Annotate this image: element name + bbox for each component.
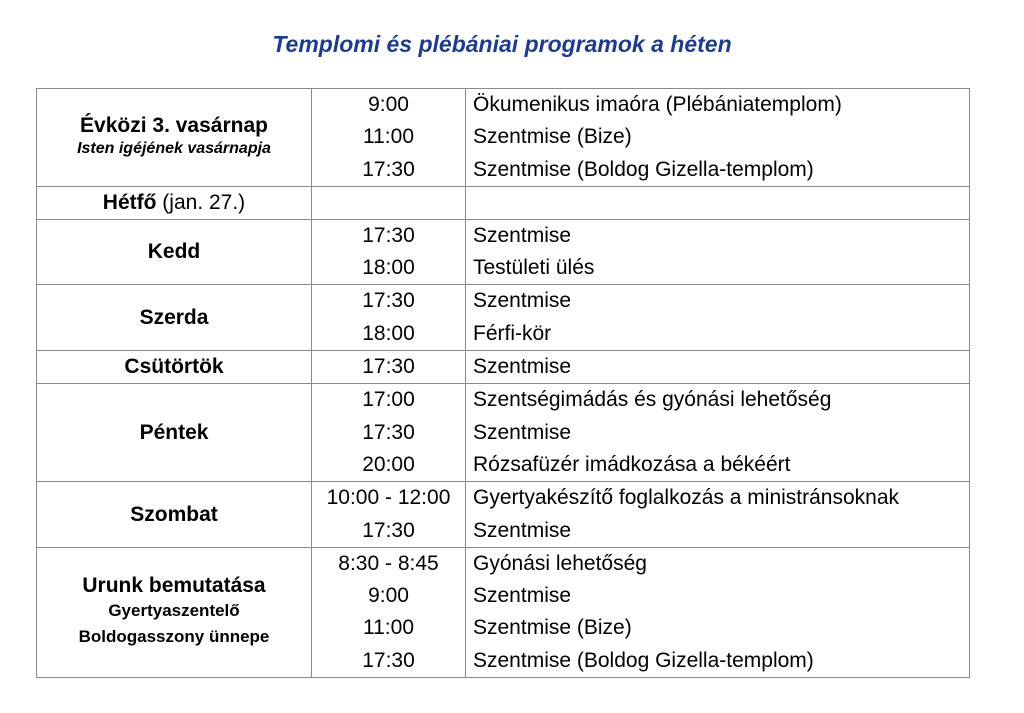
event-name: Szentmise: [473, 355, 572, 379]
event-time: 17:30: [362, 289, 415, 313]
day-row: [37, 186, 970, 219]
event-cell: [466, 351, 970, 384]
day-row: [37, 89, 970, 187]
day-row: [37, 219, 970, 285]
day-note: Boldogasszony ünnepe: [78, 627, 270, 647]
event-name: Szentmise (Boldog Gizella-templom): [473, 648, 814, 672]
event-time: 8:30 - 8:45: [338, 551, 439, 575]
day-cell: [37, 186, 312, 219]
event-time: 18:00: [362, 256, 415, 280]
day-row: [37, 547, 970, 677]
day-row: [37, 482, 970, 548]
day-name: Péntek: [139, 420, 209, 444]
event-name: Szentmise (Bize): [473, 616, 632, 640]
event-name: Ökumenikus imaóra (Plébániatemplom): [473, 93, 842, 116]
time-cell: [312, 482, 466, 548]
event-name: Gyertyakészítő foglalkozás a ministránsoknak: [473, 486, 900, 510]
event-time: 11:00: [363, 616, 414, 640]
event-time: 18:00: [362, 321, 415, 345]
event-cell: [466, 219, 970, 285]
event-time: 17:30: [362, 420, 415, 444]
event-name: Szentmise: [473, 289, 572, 313]
event-name: Szentmise: [473, 584, 572, 608]
schedule-body: [37, 89, 970, 678]
event-time: 11:00: [363, 125, 414, 149]
event-time: 17:30: [362, 223, 415, 247]
page-title: Templomi és plébániai programok a héten: [272, 31, 732, 57]
event-name: Szentmise: [473, 223, 572, 247]
day-cell: [37, 384, 312, 482]
event-cell: [466, 186, 970, 219]
event-time: 9:00: [368, 584, 409, 608]
event-name: Rózsafüzér imádkozása a békéért: [473, 452, 791, 476]
event-name: Férfi-kör: [473, 321, 552, 345]
event-time: 17:30: [362, 518, 415, 542]
time-cell: [312, 186, 466, 219]
event-time: 17:30: [362, 648, 415, 672]
event-name: Gyónási lehetőség: [473, 551, 647, 575]
day-name: Szerda: [139, 305, 209, 329]
event-cell: [466, 384, 970, 482]
event-time: 9:00: [368, 93, 409, 116]
time-cell: [312, 89, 466, 187]
day-cell: [37, 351, 312, 384]
day-name: Csütörtök: [124, 355, 224, 379]
event-name: Szentmise (Boldog Gizella-templom): [473, 157, 814, 181]
day-cell: [37, 285, 312, 351]
event-time: 17:30: [362, 355, 415, 379]
day-row: [37, 285, 970, 351]
day-name: Urunk bemutatása: [82, 574, 266, 598]
event-time: 17:00: [362, 388, 415, 412]
day-cell: [37, 482, 312, 548]
event-time: 20:00: [362, 452, 415, 476]
time-cell: [312, 351, 466, 384]
day-row: [37, 384, 970, 482]
time-cell: [312, 219, 466, 285]
day-name: Kedd: [147, 240, 201, 264]
event-time: 17:30: [362, 157, 415, 181]
event-cell: [466, 285, 970, 351]
day-note: Isten igéjének vasárnapja: [77, 140, 271, 158]
day-note: Gyertyaszentelő: [108, 601, 240, 621]
event-name: Szentmise: [473, 420, 572, 444]
day-cell: [37, 547, 312, 677]
day-cell: [37, 89, 312, 187]
day-row: [37, 351, 970, 384]
event-cell: [466, 89, 970, 187]
event-name: Szentségimádás és gyónási lehetőség: [473, 388, 832, 412]
event-cell: [466, 482, 970, 548]
time-cell: [312, 547, 466, 677]
event-name: Szentmise: [473, 518, 572, 542]
day-date: (jan. 27.): [156, 190, 246, 214]
day-cell: [37, 219, 312, 285]
day-name: Szombat: [130, 502, 218, 526]
time-cell: [312, 384, 466, 482]
event-name: Szentmise (Bize): [473, 125, 632, 149]
event-cell: [466, 547, 970, 677]
time-cell: [312, 285, 466, 351]
day-name: Hétfő: [102, 190, 157, 214]
event-name: Testületi ülés: [473, 256, 595, 280]
event-time: 10:00 - 12:00: [326, 486, 451, 510]
day-name: Évközi 3. vasárnap: [80, 114, 268, 138]
schedule-table: [36, 88, 970, 678]
